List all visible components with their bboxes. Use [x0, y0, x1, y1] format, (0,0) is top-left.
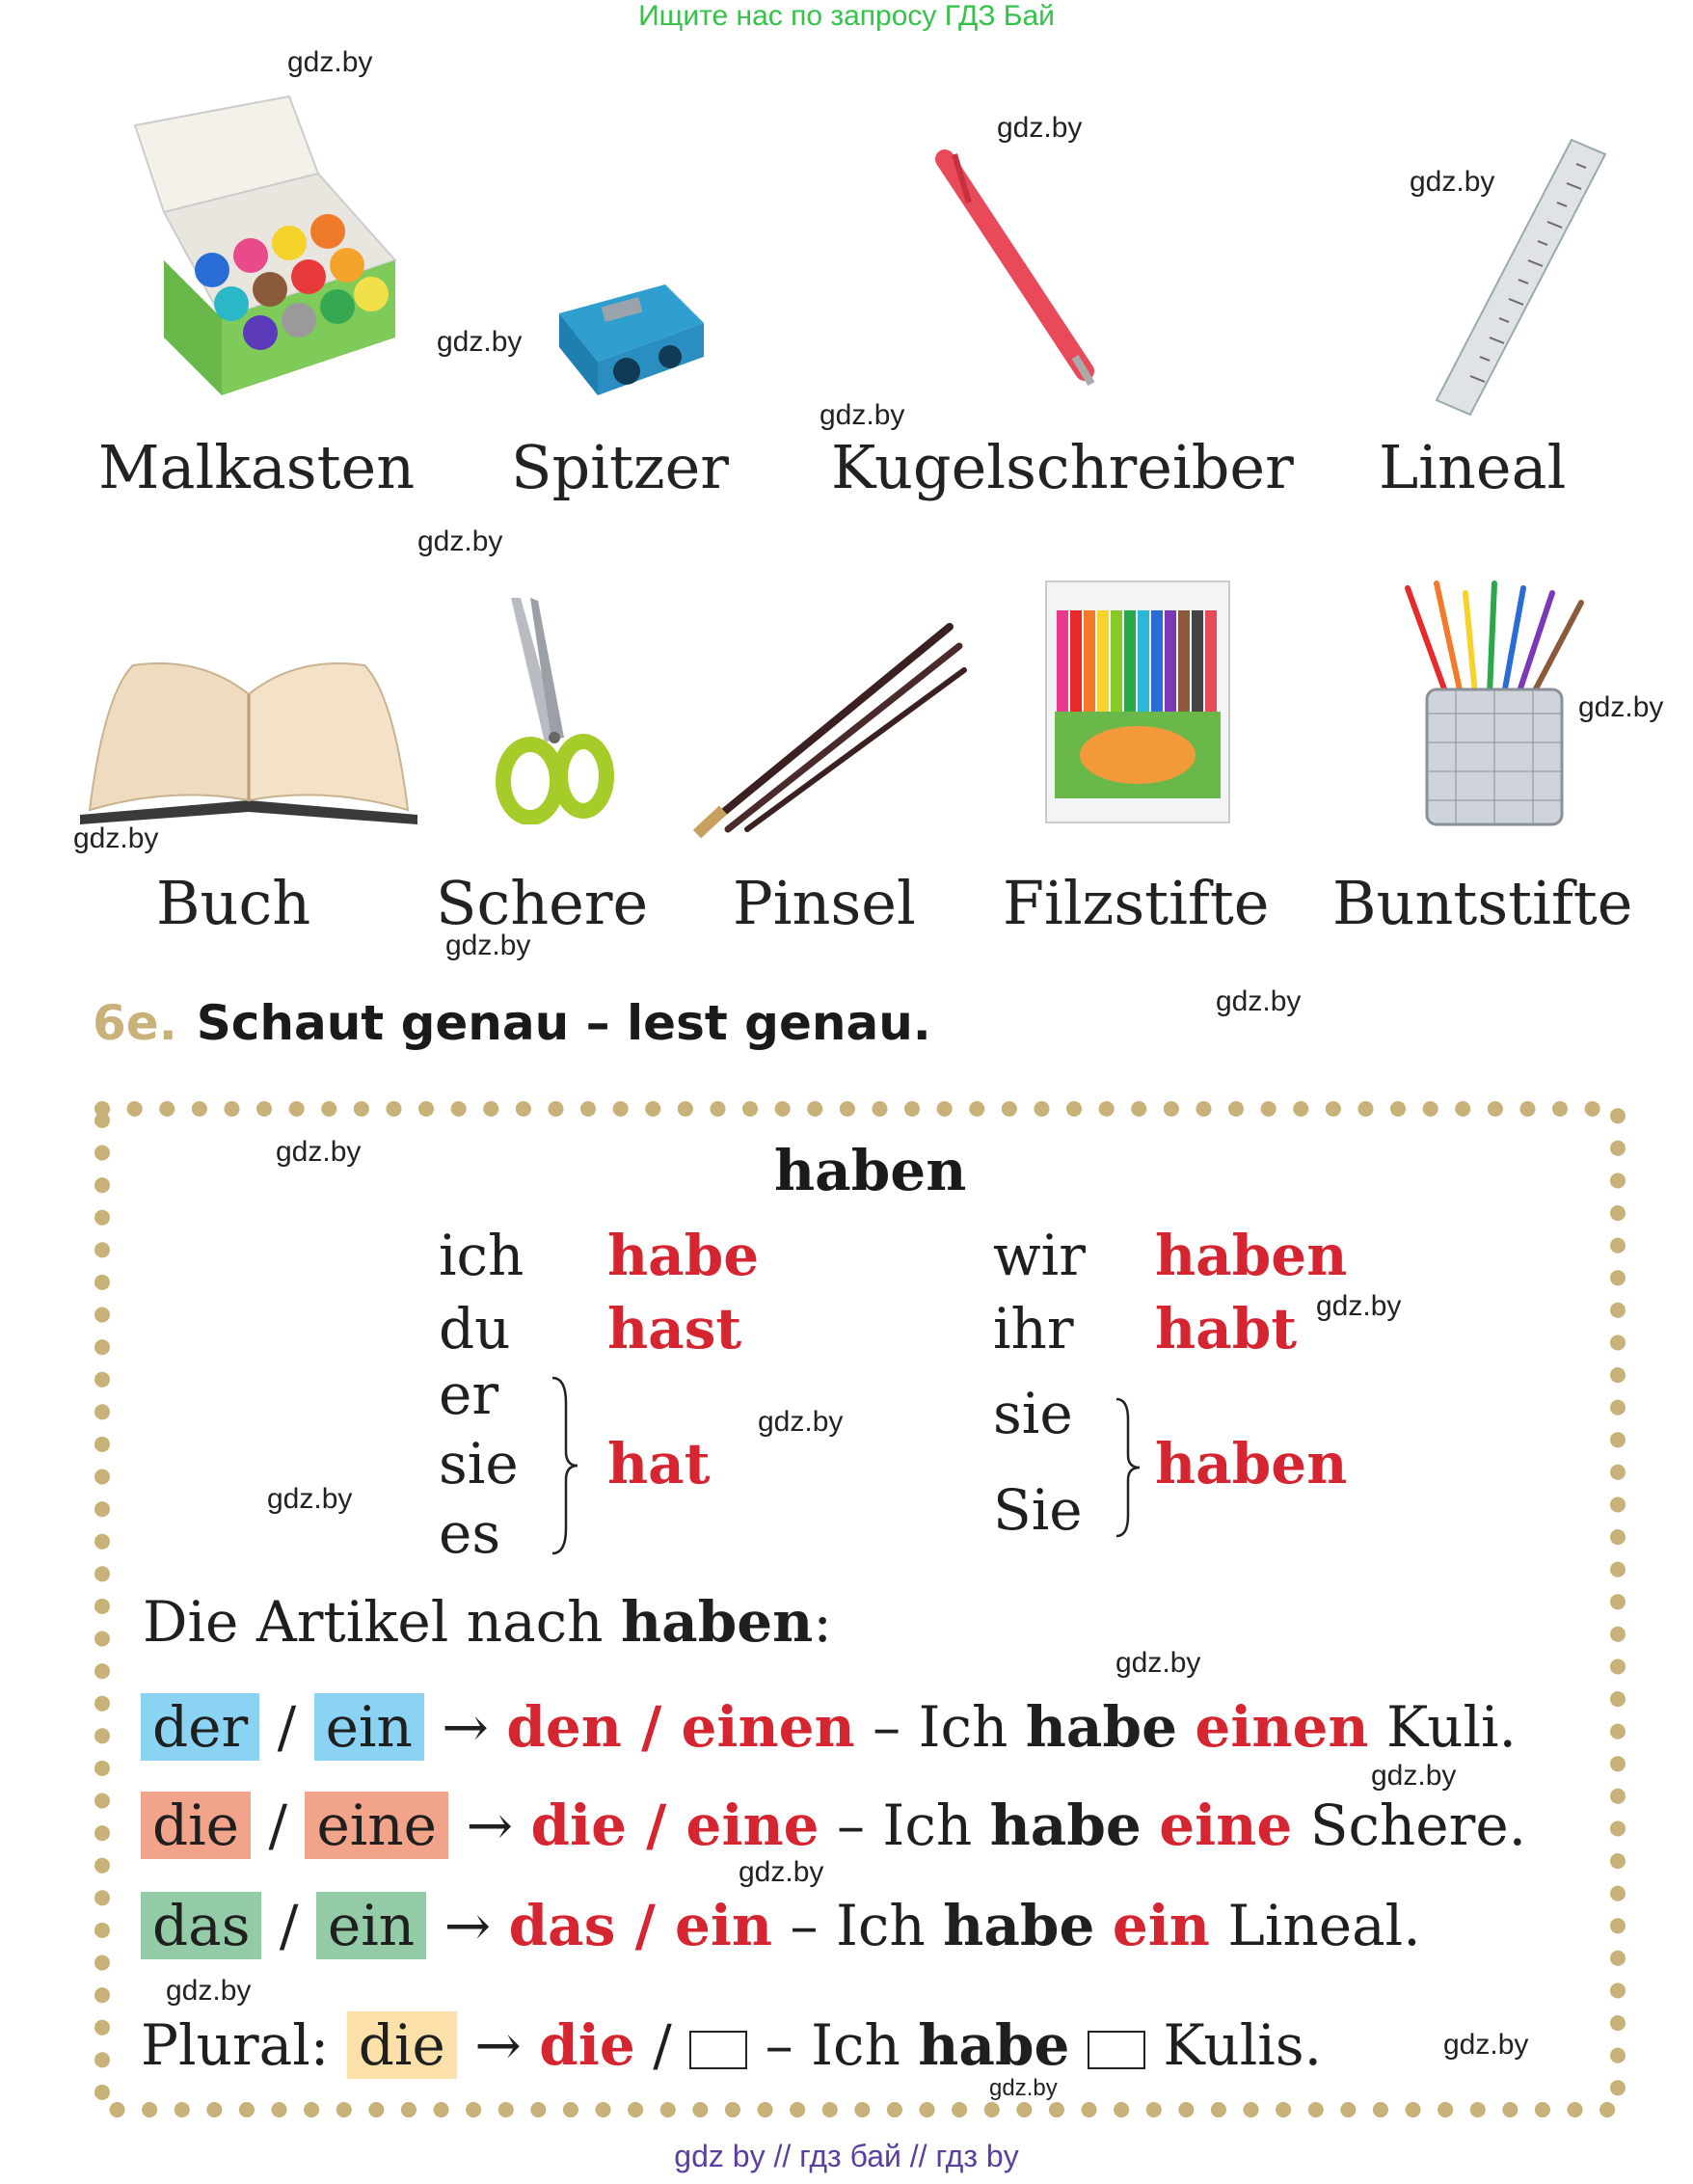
exercise-title: Schaut genau – lest genau.	[196, 995, 931, 1051]
pronoun-sie-plural: sie	[993, 1381, 1073, 1446]
watermark: gdz.by	[417, 526, 503, 557]
slash: /	[653, 2012, 672, 2078]
pronoun-er: er	[439, 1362, 499, 1427]
articles-title-bold: haben	[620, 1589, 814, 1655]
watermark: gdz.by	[276, 1136, 362, 1168]
watermark: gdz.by	[437, 326, 523, 358]
watermark: gdz.by	[1115, 1647, 1201, 1679]
form-hast: hast	[607, 1296, 742, 1362]
book-image	[75, 656, 422, 829]
word-kugelschreiber: Kugelschreiber	[831, 432, 1294, 502]
form-haben-sie: haben	[1155, 1431, 1348, 1496]
watermark: gdz.by	[820, 399, 905, 431]
article-ein-neuter: ein	[316, 1892, 426, 1959]
pronoun-ich: ich	[439, 1223, 524, 1288]
sharpener-image	[550, 265, 713, 400]
top-banner: Ищите нас по запросу ГДЗ Бай	[638, 0, 1055, 32]
arrow-icon: →	[474, 2012, 522, 2078]
articles-title-end: :	[813, 1589, 832, 1655]
accusative-masculine: den / einen	[506, 1694, 855, 1760]
exercise-heading	[93, 995, 931, 1051]
word-spitzer: Spitzer	[511, 432, 729, 502]
article-row-neuter	[141, 1892, 1421, 1959]
pronoun-es: es	[439, 1500, 501, 1566]
example-article: eine	[1159, 1793, 1293, 1858]
brace-right	[1109, 1395, 1147, 1540]
markers-image	[1041, 577, 1234, 827]
pronoun-sie: sie	[439, 1431, 519, 1496]
example-verb: habe	[989, 1793, 1142, 1858]
slash: /	[277, 1694, 297, 1760]
bottom-banner: gdz by // гдз бай // гдз by	[674, 2139, 1019, 2173]
article-row-plural	[141, 2011, 1322, 2079]
pronoun-sie-formal: Sie	[993, 1477, 1083, 1543]
word-malkasten: Malkasten	[98, 432, 416, 502]
dash: –	[836, 1793, 865, 1858]
articles-title-plain: Die Artikel nach	[143, 1589, 621, 1655]
example-noun: Kulis.	[1144, 2012, 1323, 2078]
accusative-feminine: die / eine	[530, 1793, 820, 1858]
accusative-plural: die	[539, 2012, 635, 2078]
dash: –	[765, 2012, 793, 2078]
example-article: einen	[1195, 1694, 1369, 1760]
arrow-icon: →	[443, 1893, 492, 1958]
watermark: gdz.by	[1410, 166, 1495, 198]
pronoun-wir: wir	[993, 1223, 1086, 1288]
watermark: gdz.by	[73, 822, 159, 854]
article-der: der	[141, 1693, 259, 1761]
word-schere: Schere	[436, 868, 649, 938]
watermark: gdz.by	[997, 112, 1083, 144]
form-habt: habt	[1155, 1296, 1298, 1362]
plural-label: Plural:	[141, 2012, 330, 2078]
watermark: gdz.by	[287, 46, 373, 78]
exercise-number: 6e.	[93, 995, 177, 1051]
article-die: die	[141, 1792, 251, 1859]
word-buntstifte: Buntstifte	[1332, 868, 1633, 938]
brushes-image	[689, 617, 969, 839]
form-haben-wir: haben	[1155, 1223, 1348, 1288]
pronoun-du: du	[439, 1296, 511, 1362]
slash: /	[279, 1893, 299, 1958]
article-row-masculine	[141, 1693, 1517, 1761]
word-lineal: Lineal	[1379, 432, 1567, 502]
word-pinsel: Pinsel	[733, 868, 916, 938]
example-verb: habe	[1025, 1694, 1177, 1760]
article-ein: ein	[314, 1693, 424, 1761]
example-noun: Lineal.	[1209, 1893, 1421, 1958]
watermark: gdz.by	[1316, 1290, 1402, 1322]
pencil-cup-image	[1388, 579, 1600, 839]
example-verb: habe	[943, 1893, 1095, 1958]
dash: –	[873, 1694, 901, 1760]
empty-box	[689, 2031, 747, 2069]
scissors-image	[492, 593, 617, 824]
example-article: ein	[1112, 1893, 1210, 1958]
watermark: gdz.by	[1443, 2029, 1529, 2061]
example-verb: habe	[918, 2012, 1070, 2078]
arrow-icon: →	[466, 1793, 514, 1858]
word-buch: Buch	[156, 868, 311, 938]
example-noun: Schere.	[1292, 1793, 1527, 1858]
watermark: gdz.by	[166, 1975, 252, 2007]
article-eine: eine	[305, 1792, 448, 1859]
watermark: gdz.by	[1578, 691, 1664, 723]
article-row-feminine	[141, 1792, 1526, 1859]
form-hat: hat	[607, 1431, 711, 1496]
watermark: gdz.by	[758, 1406, 844, 1438]
example-start: Ich	[811, 2012, 919, 2078]
watermark: gdz.by	[739, 1856, 824, 1888]
watermark: gdz.by	[445, 930, 531, 961]
word-filzstifte: Filzstifte	[1003, 868, 1270, 938]
watermark: gdz.by	[267, 1483, 353, 1515]
accusative-neuter: das / ein	[508, 1893, 773, 1958]
example-start: Ich	[835, 1893, 944, 1958]
slash: /	[268, 1793, 287, 1858]
watermark: gdz.by	[1216, 985, 1302, 1017]
dash: –	[790, 1893, 819, 1958]
form-habe: habe	[607, 1223, 760, 1288]
paint-box-image	[116, 87, 405, 405]
brace-left	[545, 1374, 583, 1557]
articles-title	[143, 1589, 832, 1655]
verb-title: haben	[774, 1138, 967, 1203]
empty-box	[1088, 2031, 1145, 2069]
example-start: Ich	[882, 1793, 990, 1858]
watermark: gdz.by	[989, 2075, 1058, 2101]
arrow-icon: →	[442, 1694, 489, 1760]
example-start: Ich	[918, 1694, 1026, 1760]
pen-image	[926, 145, 1109, 395]
example-noun: Kuli.	[1368, 1694, 1517, 1760]
watermark: gdz.by	[1371, 1760, 1457, 1792]
article-das: das	[141, 1892, 261, 1959]
pronoun-ihr: ihr	[993, 1296, 1074, 1362]
article-die-plural: die	[347, 2011, 457, 2079]
